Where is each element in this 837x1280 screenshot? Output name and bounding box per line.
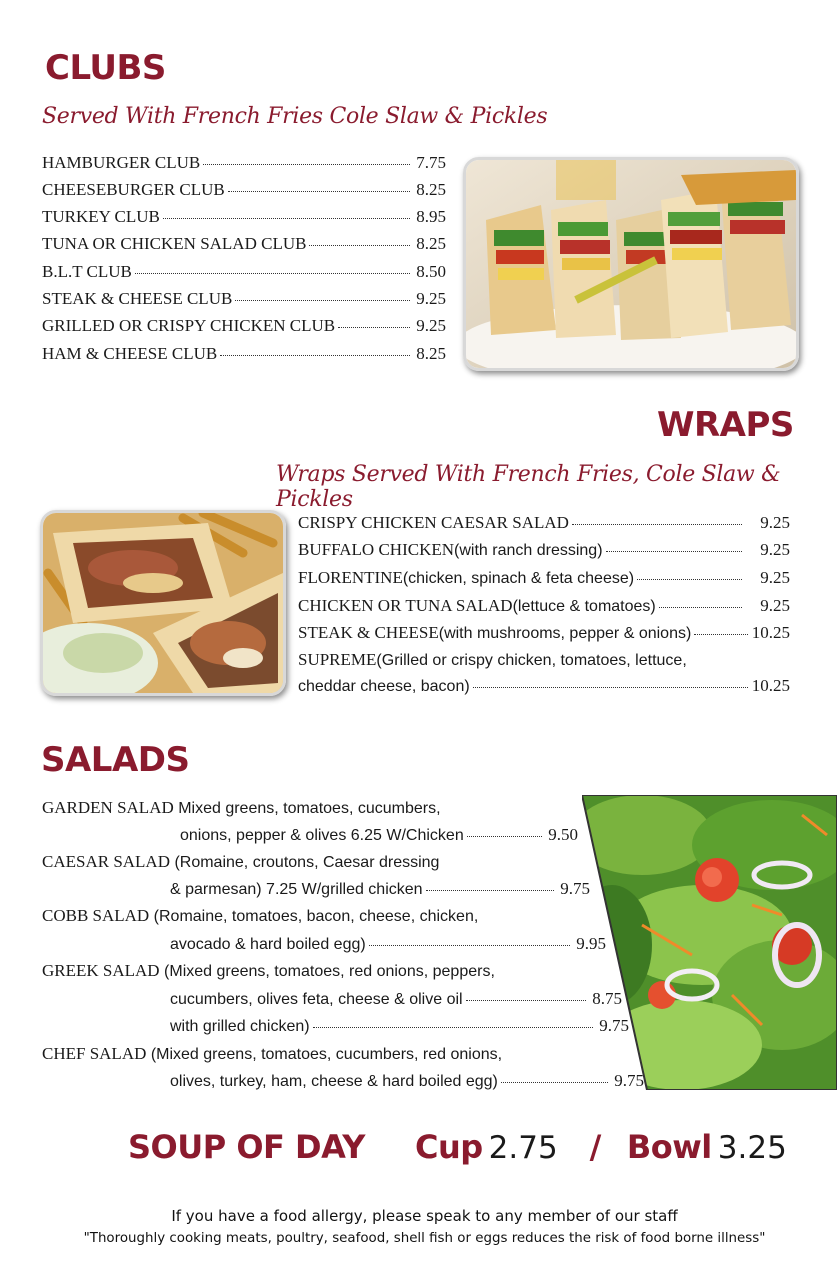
item-name: GREEK SALAD (42, 961, 160, 980)
item-name: STEAK & CHEESE (298, 623, 439, 642)
item-name: CHICKEN OR TUNA SALAD (298, 596, 513, 615)
allergy-notice: If you have a food allergy, please speak to any member of our staff (171, 1207, 678, 1225)
food-safety-warning: "Thoroughly cooking meats, poultry, seafood, shell fish or eggs reduces the risk of food borne illness" (83, 1231, 766, 1246)
item-name: GRILLED OR CRISPY CHICKEN CLUB (42, 316, 336, 335)
clubs-title: CLUBS (45, 48, 166, 88)
bowl-label: Bowl (626, 1128, 712, 1166)
soup-separator: / (589, 1128, 601, 1166)
item-desc: cheddar cheese, bacon) (298, 678, 470, 695)
item-price: 9.95 (576, 934, 606, 953)
item-desc: (with mushrooms, pepper & onions) (438, 625, 692, 642)
item-desc: with grilled chicken) (170, 1018, 310, 1035)
item-price: 9.25 (760, 540, 790, 559)
item-name: CAESAR SALAD (42, 852, 170, 871)
item-price: 9.50 (548, 825, 578, 844)
item-name: CHEESEBURGER CLUB (42, 180, 225, 199)
item-price: 7.75 (416, 153, 446, 172)
item-desc: avocado & hard boiled egg) (170, 936, 366, 953)
item-price: 9.25 (416, 316, 446, 335)
list-item (180, 825, 578, 845)
item-desc: & parmesan) 7.25 W/grilled chicken (170, 881, 423, 898)
list-item (42, 316, 446, 336)
cup-label: Cup (414, 1128, 483, 1166)
item-desc: (chicken, spinach & feta cheese) (402, 570, 635, 587)
salads-title: SALADS (41, 740, 190, 780)
item-name: TURKEY CLUB (42, 207, 160, 226)
item-desc: (Grilled or crispy chicken, tomatoes, lettuce, (376, 652, 687, 669)
item-price: 9.75 (614, 1071, 644, 1090)
item-name: HAM & CHEESE CLUB (42, 344, 218, 363)
item-name: CHEF SALAD (42, 1044, 147, 1063)
item-price: 10.25 (751, 623, 790, 642)
club-sandwich-photo (463, 157, 799, 371)
soup-line (128, 1128, 787, 1166)
item-price: 8.95 (416, 207, 446, 226)
item-price: 9.75 (560, 879, 590, 898)
list-item (42, 180, 446, 200)
item-desc: (Mixed greens, tomatoes, red onions, peppers, (159, 963, 495, 980)
list-item (42, 1044, 502, 1064)
list-item (42, 961, 495, 981)
bowl-price: 3.25 (717, 1130, 787, 1166)
item-desc: (Mixed greens, tomatoes, cucumbers, red onions, (146, 1046, 503, 1063)
item-name: B.L.T CLUB (42, 262, 132, 281)
list-item (298, 568, 790, 588)
item-price: 8.25 (416, 344, 446, 363)
item-name: STEAK & CHEESE CLUB (42, 289, 233, 308)
item-desc: onions, pepper & olives 6.25 W/Chicken (180, 827, 464, 844)
item-desc: (Romaine, croutons, Caesar dressing (170, 854, 440, 871)
item-desc: Mixed greens, tomatoes, cucumbers, (173, 800, 441, 817)
item-desc: olives, turkey, ham, cheese & hard boiled egg) (170, 1073, 498, 1090)
list-item (298, 596, 790, 616)
item-desc: (with ranch dressing) (454, 542, 603, 559)
list-item (298, 676, 790, 696)
list-item (42, 234, 446, 254)
item-price: 9.25 (760, 568, 790, 587)
item-price: 9.25 (416, 289, 446, 308)
wraps-subtitle: Wraps Served With French Fries, Cole Slaw & Pickles (276, 462, 781, 512)
item-desc: (Romaine, tomatoes, bacon, cheese, chicken, (149, 908, 479, 925)
salad-photo (582, 795, 837, 1090)
item-name: SUPREME (298, 650, 377, 669)
list-item (170, 879, 590, 899)
list-item (42, 344, 446, 364)
item-price: 8.50 (416, 262, 446, 281)
item-price: 8.25 (416, 234, 446, 253)
clubs-subtitle: Served With French Fries Cole Slaw & Pickles (42, 104, 548, 129)
item-name: CRISPY CHICKEN CAESAR SALAD (298, 513, 569, 532)
item-price: 9.75 (599, 1016, 629, 1035)
list-item (42, 262, 446, 282)
item-name: HAMBURGER CLUB (42, 153, 201, 172)
list-item (42, 798, 441, 818)
list-item (42, 852, 439, 872)
list-item (298, 623, 790, 643)
item-name: TUNA OR CHICKEN SALAD CLUB (42, 234, 307, 253)
item-desc: (lettuce & tomatoes) (512, 598, 656, 615)
list-item (42, 153, 446, 173)
item-name: GARDEN SALAD (42, 798, 174, 817)
item-name: COBB SALAD (42, 906, 150, 925)
item-price: 9.25 (760, 596, 790, 615)
item-desc: cucumbers, olives feta, cheese & olive oil (170, 991, 463, 1008)
list-item (298, 650, 790, 670)
list-item (298, 540, 790, 560)
soup-title: SOUP OF DAY (128, 1128, 365, 1166)
list-item (42, 207, 446, 227)
list-item (42, 906, 478, 926)
list-item (170, 989, 622, 1009)
list-item (170, 934, 606, 954)
item-price: 10.25 (751, 676, 790, 695)
wraps-title: WRAPS (657, 405, 794, 445)
cup-price: 2.75 (488, 1130, 558, 1166)
list-item (170, 1071, 644, 1091)
wrap-photo (40, 510, 286, 696)
list-item (298, 513, 790, 533)
item-name: FLORENTINE (298, 568, 403, 587)
item-price: 9.25 (760, 513, 790, 532)
list-item (42, 289, 446, 309)
list-item (170, 1016, 629, 1036)
item-price: 8.75 (592, 989, 622, 1008)
item-price: 8.25 (416, 180, 446, 199)
item-name: BUFFALO CHICKEN (298, 540, 455, 559)
